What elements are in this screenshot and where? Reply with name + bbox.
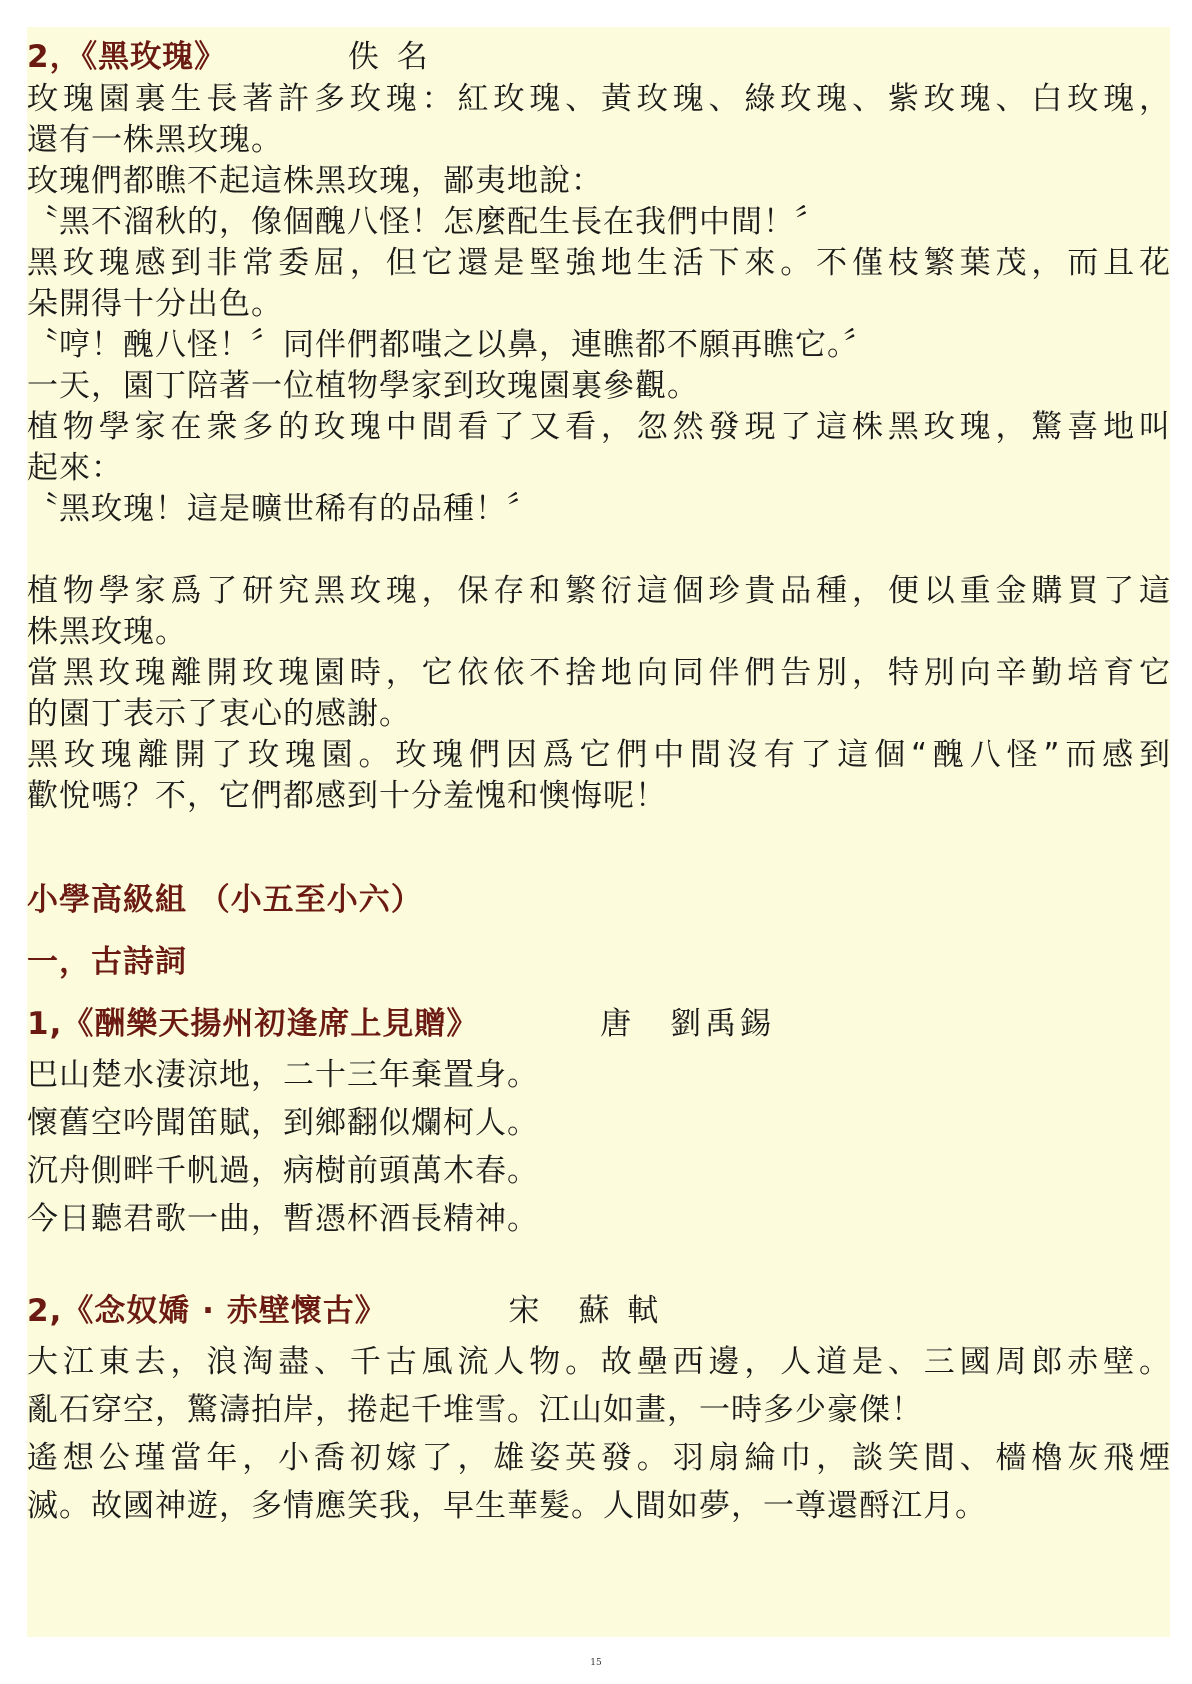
poem2-line: 遙想公瑾當年，小喬初嫁了，雄姿英發。羽扇綸巾，談笑間、檣櫓灰飛煙 (27, 1440, 1170, 1476)
story-line: 株黑玫瑰。 (27, 614, 187, 650)
story-line: 〝黑不溜秋的，像個醜八怪！怎麼配生長在我們中間！〞 (27, 204, 827, 240)
story-line: 玫瑰園裏生長著許多玫瑰：紅玫瑰、黃玫瑰、綠玫瑰、紫玫瑰、白玫瑰， (27, 81, 1170, 117)
section-title: 小學高級組 （小五至小六） (27, 882, 423, 918)
story-line: 朵開得十分出色。 (27, 286, 283, 322)
story-line: 玫瑰們都瞧不起這株黑玫瑰，鄙夷地說： (27, 163, 603, 199)
poem1-line: 懷舊空吟聞笛賦，到鄉翻似爛柯人。 (27, 1105, 539, 1141)
poem2-line: 滅。故國神遊，多情應笑我，早生華髮。人間如夢，一尊還酹江月。 (27, 1488, 987, 1524)
story-line: 〝哼！醜八怪！〞同伴們都嗤之以鼻，連瞧都不願再瞧它。〞 (27, 327, 876, 363)
poem1-author: 唐 劉禹錫 (600, 1006, 776, 1042)
story-heading (27, 35, 432, 79)
section-subtitle: 一，古詩詞 (27, 944, 187, 980)
story-heading-number: 2， (27, 39, 82, 75)
poem1-title: 1,《酬樂天揚州初逢席上見贈》 (27, 1006, 479, 1042)
story-line: 植物學家爲了研究黑玫瑰，保存和繁衍這個珍貴品種，便以重金購買了這 (27, 573, 1170, 609)
story-line: 還有一株黑玫瑰。 (27, 122, 283, 158)
poem1-heading (27, 1002, 775, 1046)
story-line: 黑玫瑰感到非常委屈，但它還是堅強地生活下來。不僅枝繁葉茂，而且花 (27, 245, 1170, 281)
poem2-title: 2,《念奴嬌 · 赤壁懷古》 (27, 1293, 387, 1329)
poem2-heading (27, 1289, 662, 1333)
poem2-line: 大江東去，浪淘盡、千古風流人物。故壘西邊，人道是、三國周郎赤壁。 (27, 1344, 1170, 1380)
story-line: 一天，園丁陪著一位植物學家到玫瑰園裏參觀。 (27, 368, 699, 404)
poem1-line: 巴山楚水淒涼地，二十三年棄置身。 (27, 1057, 539, 1093)
page-number: 15 (590, 1658, 602, 1668)
story-line: 當黑玫瑰離開玫瑰園時，它依依不捨地向同伴們告別，特別向辛勤培育它 (27, 655, 1170, 691)
poem1-line: 沉舟側畔千帆過，病樹前頭萬木春。 (27, 1153, 539, 1189)
story-line: 歡悅嗎？不，它們都感到十分羞愧和懊悔呢！ (27, 778, 667, 814)
poem2-author: 宋 蘇 軾 (508, 1293, 663, 1329)
story-author: 佚 名 (347, 39, 432, 75)
poem2-line: 亂石穿空，驚濤拍岸，捲起千堆雪。江山如畫，一時多少豪傑！ (27, 1392, 923, 1428)
story-line: 黑玫瑰離開了玫瑰園。玫瑰們因爲它們中間沒有了這個“醜八怪”而感到 (27, 737, 1170, 773)
story-line: 的園丁表示了衷心的感謝。 (27, 696, 411, 732)
story-line: 〝黑玫瑰！這是曠世稀有的品種！〞 (27, 491, 539, 527)
story-line: 起來： (27, 450, 123, 486)
poem1-line: 今日聽君歌一曲，暫憑杯酒長精神。 (27, 1201, 539, 1237)
story-heading-title: 《黑玫瑰》 (81, 39, 227, 75)
story-line: 植物學家在衆多的玫瑰中間看了又看，忽然發現了這株黑玫瑰，驚喜地叫 (27, 409, 1170, 445)
